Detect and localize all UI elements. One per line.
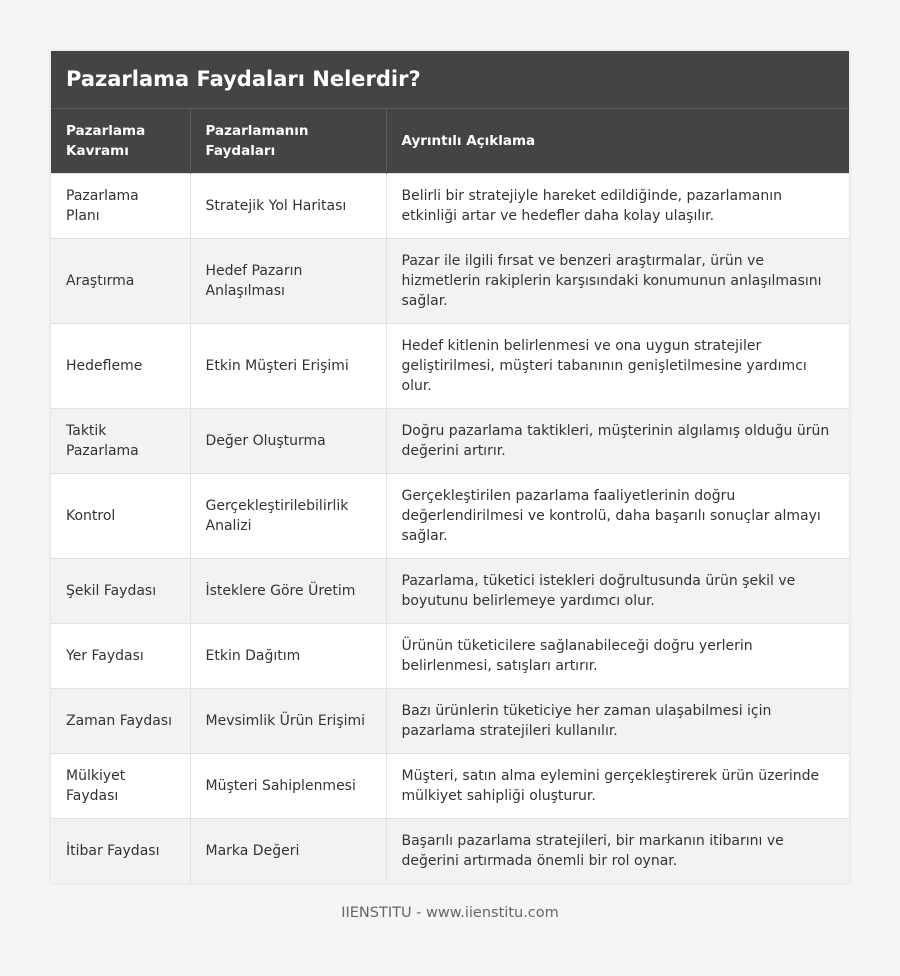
header-row [51,109,849,174]
cell-concept: Mülkiyet Faydası [51,754,190,819]
column-header-description: Ayrıntılı Açıklama [386,109,849,174]
cell-benefit: Marka Değeri [190,819,386,884]
cell-concept: Şekil Faydası [51,559,190,624]
cell-benefit: Hedef Pazarın Anlaşılması [190,239,386,324]
table-row [51,689,849,754]
cell-concept: Pazarlama Planı [51,174,190,239]
cell-concept: Hedefleme [51,324,190,409]
cell-description: Belirli bir stratejiyle hareket edildiğinde, pazarlamanın etkinliği artar ve hedefler daha kolay ulaşılır. [386,174,849,239]
table-row [51,239,849,324]
cell-benefit: Mevsimlik Ürün Erişimi [190,689,386,754]
column-header-benefits: Pazarlamanın Faydaları [190,109,386,174]
table-row [51,624,849,689]
cell-description: Doğru pazarlama taktikleri, müşterinin algılamış olduğu ürün değerini artırır. [386,409,849,474]
cell-concept: Araştırma [51,239,190,324]
cell-benefit: Etkin Müşteri Erişimi [190,324,386,409]
table-header [51,109,849,174]
cell-concept: Zaman Faydası [51,689,190,754]
marketing-benefits-table [51,109,849,883]
table-row [51,324,849,409]
cell-concept: İtibar Faydası [51,819,190,884]
cell-concept: Kontrol [51,474,190,559]
cell-description: Müşteri, satın alma eylemini gerçekleştirerek ürün üzerinde mülkiyet sahipliği oluşturur. [386,754,849,819]
cell-description: Pazar ile ilgili fırsat ve benzeri araştırmalar, ürün ve hizmetlerin rakiplerin karşısındaki konumunun anlaşılmasını sağlar. [386,239,849,324]
table-body [51,174,849,884]
table-row [51,754,849,819]
cell-benefit: Değer Oluşturma [190,409,386,474]
cell-description: Gerçekleştirilen pazarlama faaliyetlerinin doğru değerlendirilmesi ve kontrolü, daha başarılı sonuçlar almayı sağlar. [386,474,849,559]
table-title: Pazarlama Faydaları Nelerdir? [51,51,849,109]
table-row [51,819,849,884]
table-row [51,474,849,559]
cell-benefit: İsteklere Göre Üretim [190,559,386,624]
cell-description: Ürünün tüketicilere sağlanabileceği doğru yerlerin belirlenmesi, satışları artırır. [386,624,849,689]
table-row [51,409,849,474]
table-row [51,174,849,239]
footer-credit: IIENSTITU - www.iienstitu.com [341,905,559,921]
cell-description: Hedef kitlenin belirlenmesi ve ona uygun stratejiler geliştirilmesi, müşteri tabanının genişletilmesine yardımcı olur. [386,324,849,409]
cell-benefit: Müşteri Sahiplenmesi [190,754,386,819]
cell-description: Bazı ürünlerin tüketiciye her zaman ulaşabilmesi için pazarlama stratejileri kullanılır. [386,689,849,754]
column-header-concept: Pazarlama Kavramı [51,109,190,174]
cell-description: Başarılı pazarlama stratejileri, bir markanın itibarını ve değerini artırmada önemli bir rol oynar. [386,819,849,884]
cell-concept: Yer Faydası [51,624,190,689]
cell-concept: Taktik Pazarlama [51,409,190,474]
table-card [51,51,849,883]
cell-benefit: Gerçekleştirilebilirlik Analizi [190,474,386,559]
cell-description: Pazarlama, tüketici istekleri doğrultusunda ürün şekil ve boyutunu belirlemeye yardımcı olur. [386,559,849,624]
cell-benefit: Etkin Dağıtım [190,624,386,689]
table-row [51,559,849,624]
cell-benefit: Stratejik Yol Haritası [190,174,386,239]
